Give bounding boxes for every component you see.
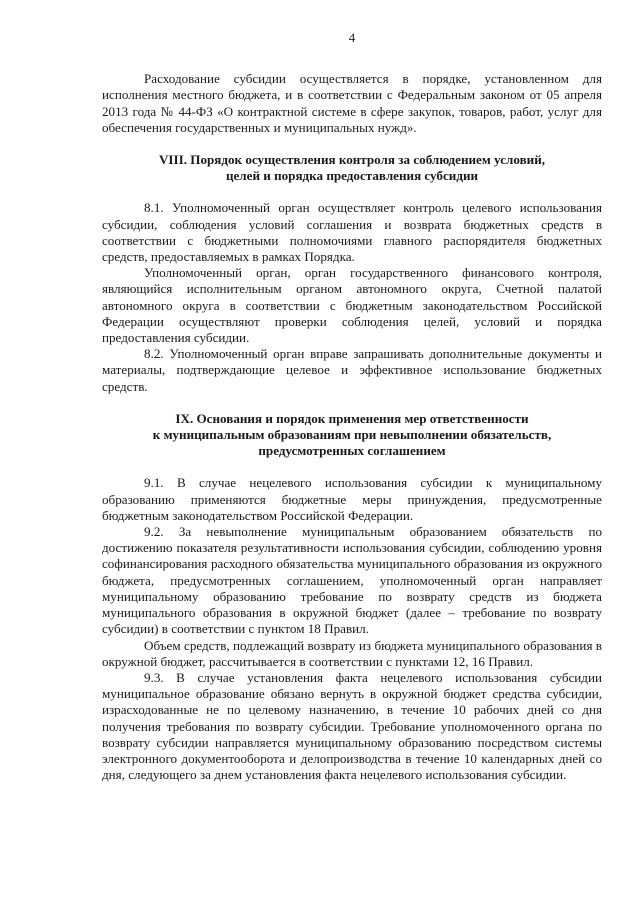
paragraph-8-2: 8.2. Уполномоченный орган вправе запрашивать дополнительные документы и материалы, подтверждающие целевое и эффективное использование бюджетных средств.	[102, 346, 602, 394]
paragraph-9-2: 9.2. За невыполнение муниципальным образованием обязательств по достижению показателя результативности использования субсидии, соблюдению уровня софинансирования расходного обязательства муниципального образования из окружного бюджета, предусмотренных соглашением, уполномоченный орган направляет муниципальному образованию требование по возврату средств из бюджета муниципального образования в окружной бюджет (далее – требование по возврату субсидии) в соответствии с пунктом 18 Правил.	[102, 524, 602, 637]
paragraph-9-2-volume: Объем средств, подлежащий возврату из бюджета муниципального образования в окружной бюджет, рассчитывается в соответствии с пунктами 12, 16 Правил.	[102, 637, 602, 669]
paragraph-9-3: 9.3. В случае установления факта нецелевого использования субсидии муниципальное образование обязано вернуть в окружной бюджет средства субсидии, израсходованные не по целевому назначению, в течение 10 рабочих дней со дня получения требования по возврату субсидии. Требование уполномоченного органа по возврату субсидии направляется муниципальному образованию посредством системы электронного документооборота и делопроизводства в течение 10 календарных дней со дня, следующего за днем установления факта нецелевого использования субсидии.	[102, 669, 602, 783]
paragraph-8-1: 8.1. Уполномоченный орган осуществляет контроль целевого использования субсидии, соблюдения условий соглашения и возврата бюджетных средств в соответствии с бюджетными полномочиями главного распорядителя бюджетных средств, предоставляемых в рамках Порядка.	[102, 200, 602, 265]
intro-paragraph: Расходование субсидии осуществляется в порядке, установленном для исполнения местного бюджета, и в соответствии с Федеральным законом от 05 апреля 2013 года № 44-ФЗ «О контрактной системе в сфере закупок, товаров, работ, услуг для обеспечения государственных и муниципальных нужд».	[102, 71, 602, 135]
section-9-title-line-2: к муниципальным образованиям при невыполнении обязательств,	[152, 427, 552, 443]
paragraph-8-1-continued: Уполномоченный орган, орган государственного финансового контроля, являющийся исполнительным органом автономного округа, Счетной палатой автономного округа в соответствии с бюджетным законодательством Российской Федерации осуществляют проверки соблюдения целей, условий и порядка предоставления субсидии.	[102, 265, 602, 346]
section-8	[102, 152, 602, 395]
section-9	[102, 411, 602, 783]
section-9-title-line-3: предусмотренных соглашением	[258, 443, 446, 459]
page-number: 4	[348, 30, 356, 45]
section-8-title-line-1: VIII. Порядок осуществления контроля за соблюдением условий,	[158, 152, 546, 168]
section-8-title-line-2: целей и порядка предоставления субсидии	[225, 168, 479, 184]
section-9-title-line-1: IX. Основания и порядок применения мер ответственности	[175, 410, 529, 426]
paragraph-9-1: 9.1. В случае нецелевого использования субсидии к муниципальному образованию применяются бюджетные меры принуждения, предусмотренные бюджетным законодательством Российской Федерации.	[102, 475, 602, 523]
